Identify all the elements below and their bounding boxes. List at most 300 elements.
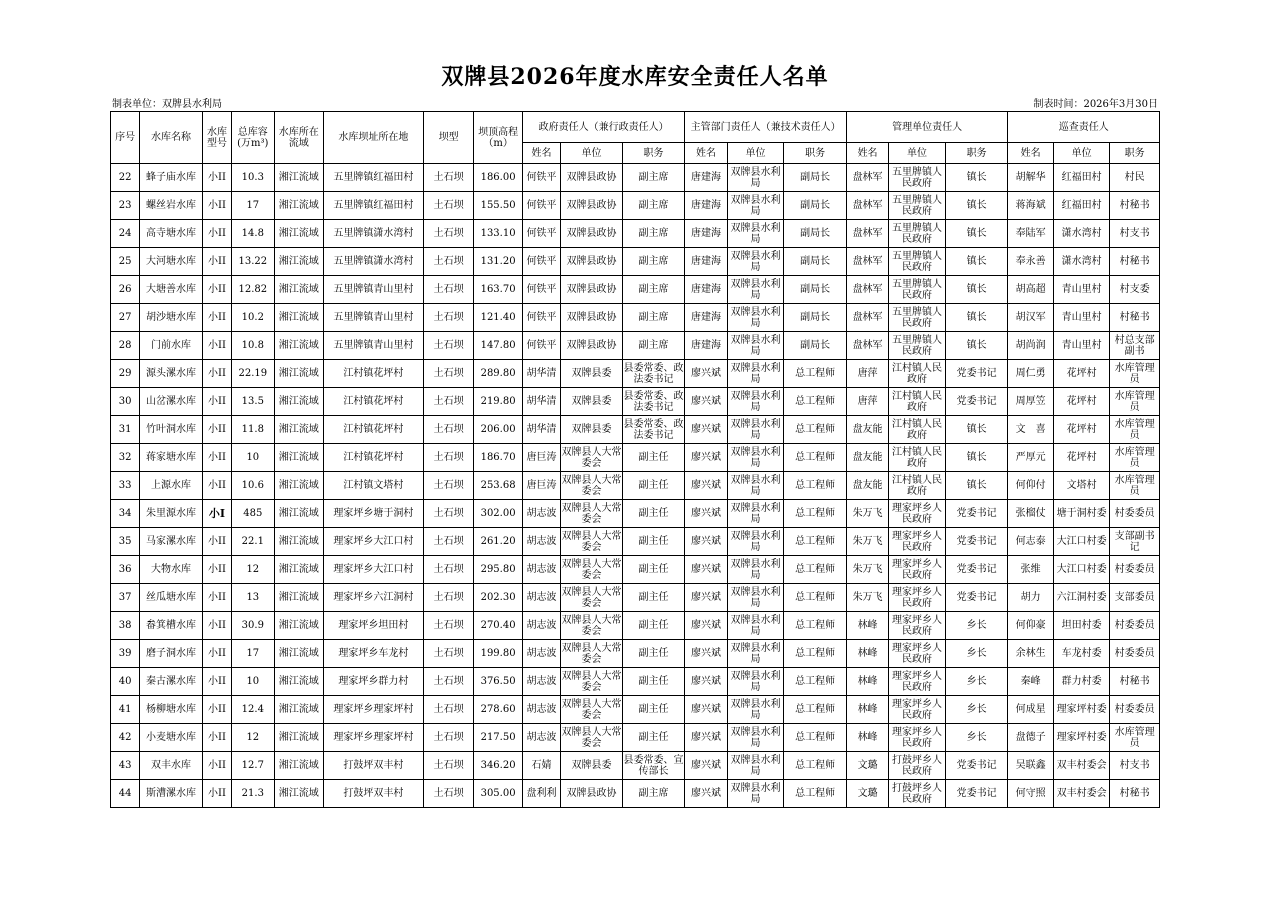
cell-dept-unit: 双牌县水利局 bbox=[727, 444, 784, 472]
subheader-name: 姓名 bbox=[846, 143, 888, 164]
cell-capacity: 13.22 bbox=[232, 248, 274, 276]
cell-dept-unit: 双牌县水利局 bbox=[727, 696, 784, 724]
cell-dept-unit: 双牌县水利局 bbox=[727, 220, 784, 248]
cell-reservoir-type: 小II bbox=[202, 668, 231, 696]
cell-patrol-name: 胡尚润 bbox=[1008, 332, 1053, 360]
cell-mgmt-unit: 江村镇人民政府 bbox=[889, 444, 946, 472]
cell-patrol-post: 村秘书 bbox=[1110, 192, 1160, 220]
cell-mgmt-unit: 打鼓坪乡人民政府 bbox=[889, 752, 946, 780]
subheader-post: 职务 bbox=[945, 143, 1008, 164]
cell-gov-name: 胡志波 bbox=[522, 528, 560, 556]
cell-gov-post: 县委常委、政法委书记 bbox=[622, 388, 685, 416]
cell-dam-type: 土石坝 bbox=[423, 668, 473, 696]
cell-dept-post: 总工程师 bbox=[784, 696, 847, 724]
cell-crest-elevation: 163.70 bbox=[474, 276, 522, 304]
table-row bbox=[111, 472, 1160, 500]
table-row bbox=[111, 724, 1160, 752]
cell-dam-type: 土石坝 bbox=[423, 556, 473, 584]
cell-dam-type: 土石坝 bbox=[423, 584, 473, 612]
cell-mgmt-post: 党委书记 bbox=[945, 584, 1008, 612]
table-row bbox=[111, 248, 1160, 276]
table-row bbox=[111, 192, 1160, 220]
cell-reservoir-name: 杨柳塘水库 bbox=[140, 696, 203, 724]
cell-crest-elevation: 295.80 bbox=[474, 556, 522, 584]
cell-basin: 湘江流域 bbox=[274, 472, 323, 500]
cell-reservoir-type: 小II bbox=[202, 780, 231, 808]
cell-mgmt-name: 盘林军 bbox=[846, 276, 888, 304]
cell-patrol-post: 村民 bbox=[1110, 164, 1160, 192]
cell-patrol-post: 村委委员 bbox=[1110, 640, 1160, 668]
cell-dept-unit: 双牌县水利局 bbox=[727, 500, 784, 528]
cell-crest-elevation: 346.20 bbox=[474, 752, 522, 780]
cell-dam-type: 土石坝 bbox=[423, 332, 473, 360]
cell-basin: 湘江流域 bbox=[274, 556, 323, 584]
cell-dept-unit: 双牌县水利局 bbox=[727, 276, 784, 304]
header-dept: 主管部门责任人（兼技术责任人） bbox=[685, 112, 847, 143]
cell-location: 江村镇花坪村 bbox=[323, 444, 423, 472]
cell-crest-elevation: 206.00 bbox=[474, 416, 522, 444]
cell-mgmt-post: 镇长 bbox=[945, 276, 1008, 304]
table-row bbox=[111, 668, 1160, 696]
cell-reservoir-name: 马家漯水库 bbox=[140, 528, 203, 556]
cell-dam-type: 土石坝 bbox=[423, 500, 473, 528]
cell-gov-unit: 双牌县人大常委会 bbox=[561, 640, 623, 668]
cell-dam-type: 土石坝 bbox=[423, 724, 473, 752]
cell-dept-name: 唐建海 bbox=[685, 248, 727, 276]
cell-reservoir-name: 蒋家塘水库 bbox=[140, 444, 203, 472]
cell-seq: 24 bbox=[111, 220, 140, 248]
cell-reservoir-type: 小II bbox=[202, 556, 231, 584]
cell-mgmt-name: 文璐 bbox=[846, 752, 888, 780]
cell-capacity: 485 bbox=[232, 500, 274, 528]
cell-gov-unit: 双牌县政协 bbox=[561, 220, 623, 248]
cell-reservoir-type: 小II bbox=[202, 164, 231, 192]
cell-dam-type: 土石坝 bbox=[423, 612, 473, 640]
cell-dam-type: 土石坝 bbox=[423, 444, 473, 472]
cell-gov-unit: 双牌县人大常委会 bbox=[561, 696, 623, 724]
cell-seq: 36 bbox=[111, 556, 140, 584]
cell-gov-name: 唐巨涛 bbox=[522, 444, 560, 472]
cell-mgmt-post: 党委书记 bbox=[945, 500, 1008, 528]
cell-patrol-post: 水库管理员 bbox=[1110, 360, 1160, 388]
cell-dept-post: 副局长 bbox=[784, 164, 847, 192]
table-row bbox=[111, 388, 1160, 416]
cell-gov-name: 何铁平 bbox=[522, 192, 560, 220]
cell-dam-type: 土石坝 bbox=[423, 388, 473, 416]
cell-crest-elevation: 155.50 bbox=[474, 192, 522, 220]
cell-gov-post: 副主席 bbox=[622, 192, 685, 220]
cell-gov-name: 何铁平 bbox=[522, 164, 560, 192]
cell-dept-name: 廖兴斌 bbox=[685, 500, 727, 528]
cell-mgmt-post: 镇长 bbox=[945, 304, 1008, 332]
cell-patrol-unit: 大江口村委 bbox=[1053, 528, 1110, 556]
cell-reservoir-type: 小II bbox=[202, 444, 231, 472]
cell-mgmt-post: 镇长 bbox=[945, 444, 1008, 472]
cell-patrol-unit: 潇水湾村 bbox=[1053, 220, 1110, 248]
cell-location: 打鼓坪双丰村 bbox=[323, 752, 423, 780]
cell-gov-name: 何铁平 bbox=[522, 304, 560, 332]
cell-reservoir-name: 磨子洞水库 bbox=[140, 640, 203, 668]
cell-dept-name: 廖兴斌 bbox=[685, 612, 727, 640]
cell-location: 理家坪乡坦田村 bbox=[323, 612, 423, 640]
cell-patrol-name: 周仁勇 bbox=[1008, 360, 1053, 388]
cell-reservoir-name: 胡沙塘水库 bbox=[140, 304, 203, 332]
cell-dept-post: 副局长 bbox=[784, 248, 847, 276]
cell-capacity: 12 bbox=[232, 724, 274, 752]
cell-gov-name: 盘利利 bbox=[522, 780, 560, 808]
cell-gov-post: 副主任 bbox=[622, 640, 685, 668]
cell-basin: 湘江流域 bbox=[274, 276, 323, 304]
cell-dept-name: 廖兴斌 bbox=[685, 724, 727, 752]
cell-reservoir-type: 小II bbox=[202, 584, 231, 612]
cell-gov-name: 胡华清 bbox=[522, 388, 560, 416]
cell-seq: 22 bbox=[111, 164, 140, 192]
cell-gov-post: 副主席 bbox=[622, 304, 685, 332]
cell-patrol-name: 余林生 bbox=[1008, 640, 1053, 668]
cell-patrol-name: 严厚元 bbox=[1008, 444, 1053, 472]
header-dam: 坝型 bbox=[423, 112, 473, 164]
header-type: 水库型号 bbox=[202, 112, 231, 164]
cell-capacity: 12 bbox=[232, 556, 274, 584]
cell-patrol-name: 何仰付 bbox=[1008, 472, 1053, 500]
cell-mgmt-name: 盘林军 bbox=[846, 164, 888, 192]
cell-gov-unit: 双牌县委 bbox=[561, 360, 623, 388]
cell-patrol-post: 村支书 bbox=[1110, 220, 1160, 248]
cell-patrol-post: 村委委员 bbox=[1110, 500, 1160, 528]
cell-gov-unit: 双牌县人大常委会 bbox=[561, 528, 623, 556]
cell-dept-post: 总工程师 bbox=[784, 724, 847, 752]
table-row bbox=[111, 220, 1160, 248]
cell-patrol-post: 村秘书 bbox=[1110, 248, 1160, 276]
cell-reservoir-name: 源头漯水库 bbox=[140, 360, 203, 388]
cell-location: 江村镇文塔村 bbox=[323, 472, 423, 500]
cell-patrol-name: 盘德子 bbox=[1008, 724, 1053, 752]
cell-mgmt-name: 盘林军 bbox=[846, 332, 888, 360]
cell-dept-unit: 双牌县水利局 bbox=[727, 416, 784, 444]
cell-patrol-name: 奉永善 bbox=[1008, 248, 1053, 276]
cell-dept-name: 廖兴斌 bbox=[685, 752, 727, 780]
table-row bbox=[111, 752, 1160, 780]
cell-dept-unit: 双牌县水利局 bbox=[727, 724, 784, 752]
cell-gov-unit: 双牌县政协 bbox=[561, 780, 623, 808]
cell-dam-type: 土石坝 bbox=[423, 360, 473, 388]
cell-patrol-unit: 理家坪村委 bbox=[1053, 724, 1110, 752]
cell-patrol-unit: 大江口村委 bbox=[1053, 556, 1110, 584]
cell-patrol-name: 吴联鑫 bbox=[1008, 752, 1053, 780]
cell-dept-unit: 双牌县水利局 bbox=[727, 556, 784, 584]
cell-mgmt-unit: 江村镇人民政府 bbox=[889, 388, 946, 416]
cell-capacity: 10.2 bbox=[232, 304, 274, 332]
cell-location: 理家坪乡六江洞村 bbox=[323, 584, 423, 612]
cell-capacity: 12.4 bbox=[232, 696, 274, 724]
cell-mgmt-post: 镇长 bbox=[945, 332, 1008, 360]
cell-patrol-unit: 理家坪村委 bbox=[1053, 696, 1110, 724]
cell-dept-name: 廖兴斌 bbox=[685, 780, 727, 808]
cell-dept-unit: 双牌县水利局 bbox=[727, 304, 784, 332]
cell-mgmt-unit: 理家坪乡人民政府 bbox=[889, 528, 946, 556]
cell-mgmt-post: 党委书记 bbox=[945, 780, 1008, 808]
cell-location: 理家坪乡大江口村 bbox=[323, 556, 423, 584]
cell-dept-unit: 双牌县水利局 bbox=[727, 780, 784, 808]
cell-gov-post: 副主任 bbox=[622, 724, 685, 752]
cell-patrol-post: 水库管理员 bbox=[1110, 416, 1160, 444]
cell-patrol-post: 水库管理员 bbox=[1110, 724, 1160, 752]
cell-location: 五里牌镇潇水湾村 bbox=[323, 248, 423, 276]
cell-basin: 湘江流域 bbox=[274, 612, 323, 640]
cell-mgmt-name: 林峰 bbox=[846, 612, 888, 640]
cell-dam-type: 土石坝 bbox=[423, 192, 473, 220]
cell-mgmt-unit: 五里牌镇人民政府 bbox=[889, 164, 946, 192]
cell-gov-post: 副主席 bbox=[622, 248, 685, 276]
table-row bbox=[111, 416, 1160, 444]
cell-dept-post: 总工程师 bbox=[784, 668, 847, 696]
cell-dept-post: 总工程师 bbox=[784, 500, 847, 528]
cell-patrol-unit: 六江洞村委 bbox=[1053, 584, 1110, 612]
cell-seq: 37 bbox=[111, 584, 140, 612]
cell-dept-name: 廖兴斌 bbox=[685, 416, 727, 444]
cell-reservoir-name: 大物水库 bbox=[140, 556, 203, 584]
cell-patrol-name: 何守照 bbox=[1008, 780, 1053, 808]
cell-reservoir-type: 小II bbox=[202, 304, 231, 332]
cell-gov-post: 副主任 bbox=[622, 500, 685, 528]
cell-mgmt-unit: 五里牌镇人民政府 bbox=[889, 332, 946, 360]
cell-patrol-unit: 青山里村 bbox=[1053, 332, 1110, 360]
cell-dept-name: 廖兴斌 bbox=[685, 528, 727, 556]
cell-patrol-post: 村支委 bbox=[1110, 276, 1160, 304]
cell-patrol-name: 文 喜 bbox=[1008, 416, 1053, 444]
cell-seq: 43 bbox=[111, 752, 140, 780]
cell-dept-post: 总工程师 bbox=[784, 472, 847, 500]
cell-patrol-post: 村委委员 bbox=[1110, 612, 1160, 640]
table-row bbox=[111, 612, 1160, 640]
cell-seq: 40 bbox=[111, 668, 140, 696]
cell-gov-unit: 双牌县人大常委会 bbox=[561, 724, 623, 752]
cell-mgmt-post: 乡长 bbox=[945, 724, 1008, 752]
cell-basin: 湘江流域 bbox=[274, 724, 323, 752]
cell-basin: 湘江流域 bbox=[274, 752, 323, 780]
cell-dept-name: 廖兴斌 bbox=[685, 444, 727, 472]
cell-crest-elevation: 302.00 bbox=[474, 500, 522, 528]
cell-dept-name: 廖兴斌 bbox=[685, 556, 727, 584]
cell-crest-elevation: 289.80 bbox=[474, 360, 522, 388]
cell-location: 五里牌镇青山里村 bbox=[323, 304, 423, 332]
cell-patrol-name: 何仰豪 bbox=[1008, 612, 1053, 640]
cell-gov-post: 副主任 bbox=[622, 444, 685, 472]
cell-mgmt-name: 盘友能 bbox=[846, 472, 888, 500]
cell-reservoir-name: 畚箕槽水库 bbox=[140, 612, 203, 640]
cell-gov-unit: 双牌县委 bbox=[561, 388, 623, 416]
cell-gov-post: 副主席 bbox=[622, 780, 685, 808]
cell-patrol-post: 村委委员 bbox=[1110, 696, 1160, 724]
cell-reservoir-name: 上源水库 bbox=[140, 472, 203, 500]
table-row bbox=[111, 304, 1160, 332]
cell-gov-unit: 双牌县政协 bbox=[561, 304, 623, 332]
cell-reservoir-type: 小II bbox=[202, 752, 231, 780]
cell-dept-post: 副局长 bbox=[784, 220, 847, 248]
cell-mgmt-unit: 理家坪乡人民政府 bbox=[889, 584, 946, 612]
cell-reservoir-name: 竹叶洞水库 bbox=[140, 416, 203, 444]
table-row bbox=[111, 360, 1160, 388]
cell-mgmt-post: 镇长 bbox=[945, 192, 1008, 220]
cell-mgmt-post: 镇长 bbox=[945, 416, 1008, 444]
cell-dept-unit: 双牌县水利局 bbox=[727, 332, 784, 360]
cell-mgmt-unit: 五里牌镇人民政府 bbox=[889, 276, 946, 304]
cell-basin: 湘江流域 bbox=[274, 332, 323, 360]
table-row bbox=[111, 696, 1160, 724]
cell-patrol-name: 秦峰 bbox=[1008, 668, 1053, 696]
cell-gov-unit: 双牌县政协 bbox=[561, 276, 623, 304]
cell-mgmt-name: 朱万飞 bbox=[846, 500, 888, 528]
cell-gov-post: 副主任 bbox=[622, 472, 685, 500]
cell-mgmt-unit: 理家坪乡人民政府 bbox=[889, 640, 946, 668]
table-row bbox=[111, 640, 1160, 668]
cell-mgmt-name: 林峰 bbox=[846, 696, 888, 724]
cell-patrol-post: 村支书 bbox=[1110, 752, 1160, 780]
cell-mgmt-post: 党委书记 bbox=[945, 388, 1008, 416]
subheader-unit: 单位 bbox=[889, 143, 946, 164]
cell-capacity: 11.8 bbox=[232, 416, 274, 444]
cell-mgmt-unit: 江村镇人民政府 bbox=[889, 360, 946, 388]
cell-crest-elevation: 219.80 bbox=[474, 388, 522, 416]
cell-dept-name: 廖兴斌 bbox=[685, 640, 727, 668]
cell-mgmt-name: 盘友能 bbox=[846, 416, 888, 444]
cell-seq: 39 bbox=[111, 640, 140, 668]
cell-dam-type: 土石坝 bbox=[423, 752, 473, 780]
cell-gov-post: 副主任 bbox=[622, 556, 685, 584]
cell-patrol-unit: 红福田村 bbox=[1053, 164, 1110, 192]
cell-reservoir-name: 高寺塘水库 bbox=[140, 220, 203, 248]
cell-dept-post: 总工程师 bbox=[784, 388, 847, 416]
cell-patrol-post: 村委委员 bbox=[1110, 556, 1160, 584]
cell-reservoir-name: 大塘善水库 bbox=[140, 276, 203, 304]
cell-reservoir-type: 小II bbox=[202, 220, 231, 248]
cell-gov-post: 县委常委、政法委书记 bbox=[622, 416, 685, 444]
table-row bbox=[111, 276, 1160, 304]
cell-patrol-post: 村秘书 bbox=[1110, 780, 1160, 808]
cell-capacity: 21.3 bbox=[232, 780, 274, 808]
cell-location: 打鼓坪双丰村 bbox=[323, 780, 423, 808]
cell-location: 江村镇花坪村 bbox=[323, 360, 423, 388]
cell-mgmt-post: 镇长 bbox=[945, 248, 1008, 276]
cell-capacity: 17 bbox=[232, 640, 274, 668]
cell-seq: 28 bbox=[111, 332, 140, 360]
cell-mgmt-name: 朱万飞 bbox=[846, 528, 888, 556]
cell-dept-unit: 双牌县水利局 bbox=[727, 472, 784, 500]
cell-gov-name: 石婧 bbox=[522, 752, 560, 780]
cell-dam-type: 土石坝 bbox=[423, 248, 473, 276]
cell-basin: 湘江流域 bbox=[274, 500, 323, 528]
cell-gov-name: 何铁平 bbox=[522, 220, 560, 248]
cell-mgmt-unit: 理家坪乡人民政府 bbox=[889, 612, 946, 640]
cell-mgmt-post: 乡长 bbox=[945, 668, 1008, 696]
cell-crest-elevation: 133.10 bbox=[474, 220, 522, 248]
cell-reservoir-type: 小II bbox=[202, 360, 231, 388]
cell-gov-name: 胡志波 bbox=[522, 668, 560, 696]
cell-location: 五里牌镇红福田村 bbox=[323, 164, 423, 192]
cell-dept-post: 总工程师 bbox=[784, 360, 847, 388]
cell-seq: 32 bbox=[111, 444, 140, 472]
cell-capacity: 22.19 bbox=[232, 360, 274, 388]
cell-patrol-post: 村总支部副书 bbox=[1110, 332, 1160, 360]
cell-crest-elevation: 186.00 bbox=[474, 164, 522, 192]
cell-seq: 25 bbox=[111, 248, 140, 276]
cell-mgmt-name: 唐萍 bbox=[846, 388, 888, 416]
cell-patrol-post: 支部委员 bbox=[1110, 584, 1160, 612]
issuing-unit: 制表单位：双牌县水利局 bbox=[112, 99, 222, 110]
cell-dept-unit: 双牌县水利局 bbox=[727, 640, 784, 668]
cell-reservoir-name: 螺丝岩水库 bbox=[140, 192, 203, 220]
cell-capacity: 30.9 bbox=[232, 612, 274, 640]
cell-dept-post: 总工程师 bbox=[784, 584, 847, 612]
cell-patrol-post: 村秘书 bbox=[1110, 304, 1160, 332]
cell-crest-elevation: 253.68 bbox=[474, 472, 522, 500]
cell-dam-type: 土石坝 bbox=[423, 472, 473, 500]
cell-location: 江村镇花坪村 bbox=[323, 416, 423, 444]
cell-patrol-unit: 红福田村 bbox=[1053, 192, 1110, 220]
cell-seq: 26 bbox=[111, 276, 140, 304]
cell-gov-post: 副主席 bbox=[622, 276, 685, 304]
cell-reservoir-name: 蜂子庙水库 bbox=[140, 164, 203, 192]
header-capacity: 总库容(万m³) bbox=[232, 112, 274, 164]
cell-dept-name: 唐建海 bbox=[685, 276, 727, 304]
cell-patrol-name: 胡汉军 bbox=[1008, 304, 1053, 332]
cell-gov-unit: 双牌县人大常委会 bbox=[561, 584, 623, 612]
cell-reservoir-name: 斯漕漯水库 bbox=[140, 780, 203, 808]
cell-reservoir-name: 朱里源水库 bbox=[140, 500, 203, 528]
cell-reservoir-type: 小II bbox=[202, 696, 231, 724]
header-basin: 水库所在流域 bbox=[274, 112, 323, 164]
header-crest: 坝顶高程（m） bbox=[474, 112, 522, 164]
cell-patrol-name: 胡力 bbox=[1008, 584, 1053, 612]
cell-basin: 湘江流域 bbox=[274, 780, 323, 808]
cell-location: 理家坪乡塘于洞村 bbox=[323, 500, 423, 528]
header-location: 水库坝址所在地 bbox=[323, 112, 423, 164]
cell-dam-type: 土石坝 bbox=[423, 416, 473, 444]
cell-capacity: 10 bbox=[232, 668, 274, 696]
cell-gov-unit: 双牌县人大常委会 bbox=[561, 612, 623, 640]
cell-patrol-name: 蒋海斌 bbox=[1008, 192, 1053, 220]
cell-patrol-unit: 坦田村委 bbox=[1053, 612, 1110, 640]
cell-dept-name: 廖兴斌 bbox=[685, 696, 727, 724]
cell-reservoir-type: 小II bbox=[202, 248, 231, 276]
cell-basin: 湘江流域 bbox=[274, 248, 323, 276]
table-body bbox=[111, 164, 1160, 808]
cell-crest-elevation: 261.20 bbox=[474, 528, 522, 556]
cell-gov-unit: 双牌县政协 bbox=[561, 164, 623, 192]
cell-reservoir-name: 小麦塘水库 bbox=[140, 724, 203, 752]
cell-mgmt-name: 朱万飞 bbox=[846, 556, 888, 584]
cell-dam-type: 土石坝 bbox=[423, 304, 473, 332]
reservoir-table bbox=[110, 111, 1160, 808]
cell-patrol-unit: 花坪村 bbox=[1053, 388, 1110, 416]
cell-location: 理家坪乡大江口村 bbox=[323, 528, 423, 556]
cell-dept-name: 廖兴斌 bbox=[685, 472, 727, 500]
cell-dept-name: 唐建海 bbox=[685, 220, 727, 248]
cell-gov-name: 何铁平 bbox=[522, 332, 560, 360]
cell-dept-post: 总工程师 bbox=[784, 528, 847, 556]
cell-mgmt-post: 党委书记 bbox=[945, 752, 1008, 780]
table-row bbox=[111, 164, 1160, 192]
cell-gov-unit: 双牌县委 bbox=[561, 416, 623, 444]
cell-dept-post: 总工程师 bbox=[784, 752, 847, 780]
cell-mgmt-name: 林峰 bbox=[846, 640, 888, 668]
cell-mgmt-name: 盘友能 bbox=[846, 444, 888, 472]
cell-location: 五里牌镇红福田村 bbox=[323, 192, 423, 220]
cell-mgmt-name: 盘林军 bbox=[846, 220, 888, 248]
cell-gov-name: 胡志波 bbox=[522, 584, 560, 612]
cell-patrol-name: 何成星 bbox=[1008, 696, 1053, 724]
cell-dept-post: 副局长 bbox=[784, 332, 847, 360]
